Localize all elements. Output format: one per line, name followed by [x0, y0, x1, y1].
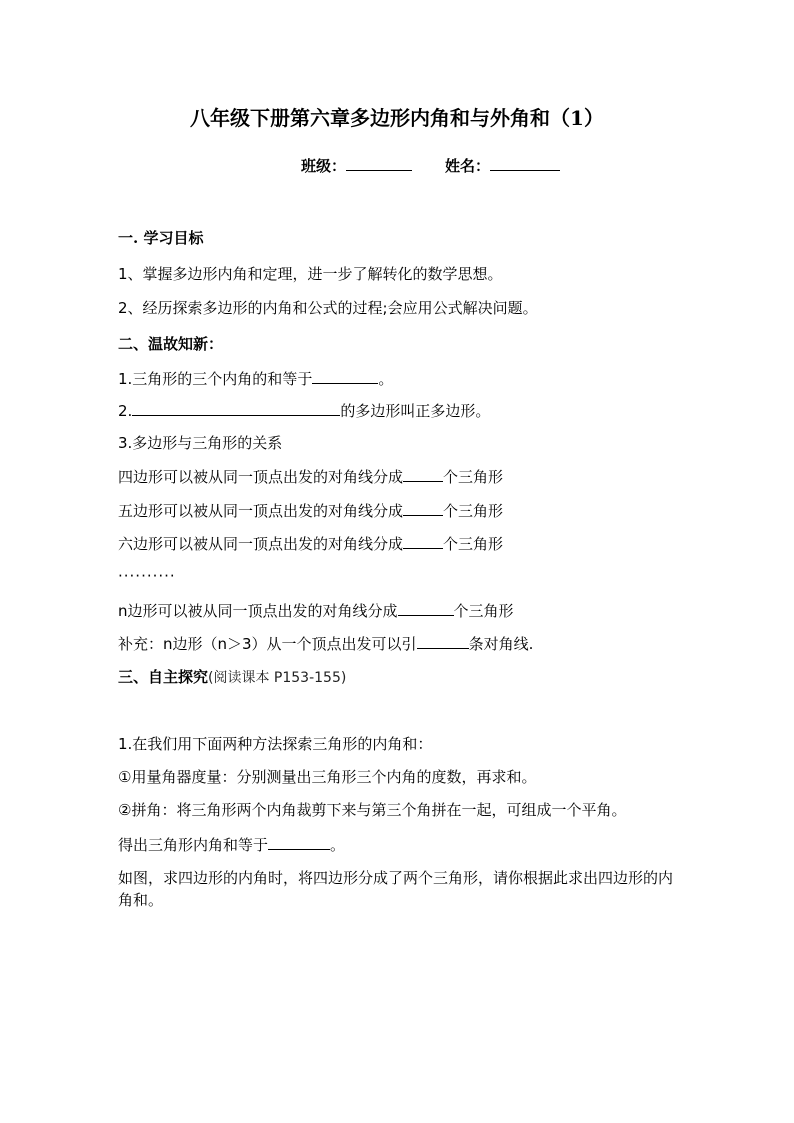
- name-blank[interactable]: [490, 155, 560, 171]
- class-field: [301, 155, 412, 176]
- question-2-blank[interactable]: [132, 400, 340, 416]
- polygon-row-suffix: 个三角形: [443, 535, 504, 553]
- polygon-row-text: 六边形可以被从同一顶点出发的对角线分成: [118, 535, 404, 553]
- conclusion-suffix: 。: [330, 836, 346, 854]
- conclusion-row: [118, 834, 345, 855]
- polygon-row-blank[interactable]: [403, 466, 443, 482]
- question-1: [118, 368, 393, 389]
- question-1-suffix: 。: [378, 370, 394, 388]
- class-label: 班级：: [301, 157, 347, 175]
- n-polygon-blank[interactable]: [398, 600, 454, 616]
- ellipsis-dots: ··········: [118, 567, 176, 585]
- polygon-row-suffix: 个三角形: [443, 468, 504, 486]
- objective-item-2: 2、经历探索多边形的内角和公式的过程;会应用公式解决问题。: [118, 299, 538, 317]
- n-polygon-suffix: 个三角形: [453, 602, 514, 620]
- n-polygon-text: n边形可以被从同一顶点出发的对角线分成: [118, 602, 398, 620]
- polygon-row-text: 四边形可以被从同一顶点出发的对角线分成: [118, 468, 404, 486]
- polygon-row-5: [118, 500, 503, 521]
- section1-heading: 一. 学习目标: [118, 229, 204, 247]
- polygon-row-6: [118, 533, 503, 554]
- polygon-row-text: 五边形可以被从同一顶点出发的对角线分成: [118, 502, 404, 520]
- polygon-row-suffix: 个三角形: [443, 502, 504, 520]
- supplement-suffix: 条对角线.: [468, 635, 534, 653]
- conclusion-text: 得出三角形内角和等于: [118, 836, 269, 854]
- conclusion-blank[interactable]: [268, 834, 330, 850]
- section3-heading-row: [118, 667, 346, 688]
- class-blank[interactable]: [346, 155, 412, 171]
- name-label: 姓名：: [445, 157, 491, 175]
- supplement-row: [118, 633, 533, 654]
- objective-item-1: 1、掌握多边形内角和定理，进一步了解转化的数学思想。: [118, 265, 503, 283]
- question-1-text: 1.三角形的三个内角的和等于: [118, 370, 313, 388]
- polygon-row-blank[interactable]: [403, 500, 443, 516]
- name-field: [445, 155, 560, 176]
- question-2-number: 2.: [118, 402, 133, 420]
- supplement-blank[interactable]: [417, 633, 469, 649]
- explore-question-1: 1.在我们用下面两种方法探索三角形的内角和：: [118, 735, 433, 753]
- question-2: [118, 400, 490, 421]
- quadrilateral-paragraph: 如图，求四边形的内角时，将四边形分成了两个三角形，请你根据此求出四边形的内角和。: [118, 869, 674, 909]
- polygon-row-4: [118, 466, 503, 487]
- supplement-text: 补充：n边形（n＞3）从一个顶点出发可以引: [118, 635, 417, 653]
- page-title: 八年级下册第六章多边形内角和与外角和（1）: [190, 106, 604, 130]
- method-1: ①用量角器度量：分别测量出三角形三个内角的度数，再求和。: [118, 768, 537, 786]
- question-2-suffix: 的多边形叫正多边形。: [340, 402, 491, 420]
- section3-note: (阅读课本 P153-155): [208, 670, 347, 686]
- section2-heading: 二、温故知新：: [118, 335, 224, 353]
- question-1-blank[interactable]: [312, 368, 378, 384]
- polygon-row-blank[interactable]: [403, 533, 443, 549]
- method-2: ②拼角：将三角形两个内角裁剪下来与第三个角拼在一起，可组成一个平角。: [118, 801, 627, 819]
- question-3: 3.多边形与三角形的关系: [118, 434, 283, 452]
- n-polygon-row: [118, 600, 514, 621]
- section3-heading: 三、自主探究: [118, 668, 209, 686]
